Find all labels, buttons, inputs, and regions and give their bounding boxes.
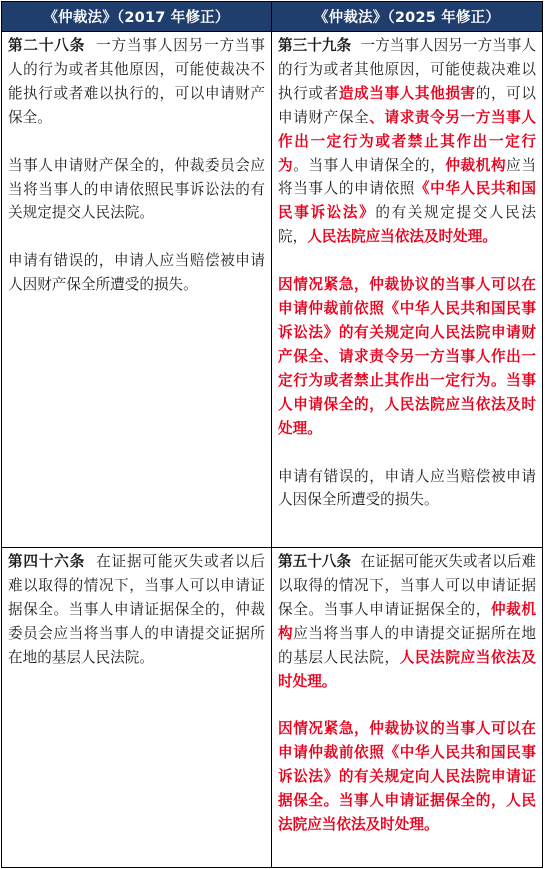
article-39-text-5: 的有关规定提交人民法院， <box>278 204 536 246</box>
article-number-46: 第四十六条 <box>8 553 86 570</box>
table-row-property-preservation <box>2 32 543 548</box>
paragraph-article-28-main <box>8 34 265 130</box>
article-39-text-1: 一方当事人因另一方当事人的行为或者其他原因，可能使裁决难以执行或者 <box>278 37 536 102</box>
article-58-highlight-2: 人民法院应当依法及时处理。 <box>278 648 536 690</box>
cell-2025-article-39 <box>272 32 543 548</box>
header-2017-version: 《仲裁法》（2017 年修正） <box>2 2 272 32</box>
table-row-evidence-preservation <box>2 548 543 868</box>
paragraph-article-39-compensation: 申请有错误的，申请人应当赔偿被申请人因保全所遭受的损失。 <box>278 467 536 509</box>
article-46-text: 在证据可能灭失或者以后难以取得的情况下，当事人可以申请证据保全。当事人申请证据保全的，仲裁委员会应当将当事人的申请提交证据所在地的基层人民法院。 <box>8 553 265 666</box>
article-number-28: 第二十八条 <box>8 37 86 54</box>
paragraph-article-39-urgent: 因情况紧急，仲裁协议的当事人可以在申请仲裁前依照《中华人民共和国民事诉讼法》的有关规定向人民法院申请财产保全、请求责令另一方当事人作出一定行为或者禁止其作出一定行为。当事人申请保全的，人民法院应当依法及时处理。 <box>278 276 536 437</box>
paragraph-article-28-submission: 当事人申请财产保全的，仲裁委员会应当将当事人的申请依照民事诉讼法的有关规定提交人民法院。 <box>8 156 265 222</box>
article-39-text-4: 应当将当事人的申请依照 <box>278 156 536 198</box>
article-39-highlight-1: 造成当事人其他损害 <box>338 84 476 102</box>
article-number-58: 第五十八条 <box>278 553 352 570</box>
paragraph-article-58-urgent: 因情况紧急，仲裁协议的当事人可以在申请仲裁前依照《中华人民共和国民事诉讼法》的有关规定向人民法院申请证据保全。当事人申请证据保全的，人民法院应当依法及时处理。 <box>278 720 536 834</box>
article-58-text-1: 在证据可能灭失或者以后难以取得的情况下，当事人可以申请证据保全。当事人申请证据保全的， <box>278 553 536 618</box>
article-28-text: 一方当事人因另一方当事人的行为或者其他原因，可能使裁决不能执行或者难以执行的，可以申请财产保全。 <box>8 37 265 126</box>
header-2025-version: 《仲裁法》（2025 年修正） <box>272 2 543 32</box>
article-39-highlight-3: 仲裁机构 <box>445 156 507 174</box>
cell-2017-article-46 <box>2 548 272 868</box>
article-39-text-3: 。当事人申请保全的， <box>293 156 446 174</box>
article-number-39: 第三十九条 <box>278 37 352 54</box>
cell-2017-article-28 <box>2 32 272 548</box>
paragraph-article-28-compensation: 申请有错误的，申请人应当赔偿被申请人因财产保全所遭受的损失。 <box>8 252 265 294</box>
paragraph-article-39-main <box>278 34 536 249</box>
article-39-text-2: 的，可以申请财产保全 <box>278 84 536 126</box>
header-row <box>2 2 543 32</box>
cell-2025-article-58 <box>272 548 543 868</box>
paragraph-article-58-main <box>278 550 536 693</box>
article-39-highlight-5: 人民法院应当依法及时处理。 <box>307 228 497 246</box>
article-39-highlight-2: 、请求责令另一方当事人作出一定行为或者禁止其作出一定行为 <box>278 108 536 174</box>
article-39-highlight-4: 《中华人民共和国民事诉讼法》 <box>278 180 536 222</box>
article-58-text-2: 应当将当事人的申请提交证据所在地的基层人民法院， <box>278 624 536 666</box>
paragraph-article-46 <box>8 550 265 670</box>
article-58-highlight-1: 仲裁机构 <box>278 600 536 642</box>
law-comparison-table <box>1 1 543 868</box>
